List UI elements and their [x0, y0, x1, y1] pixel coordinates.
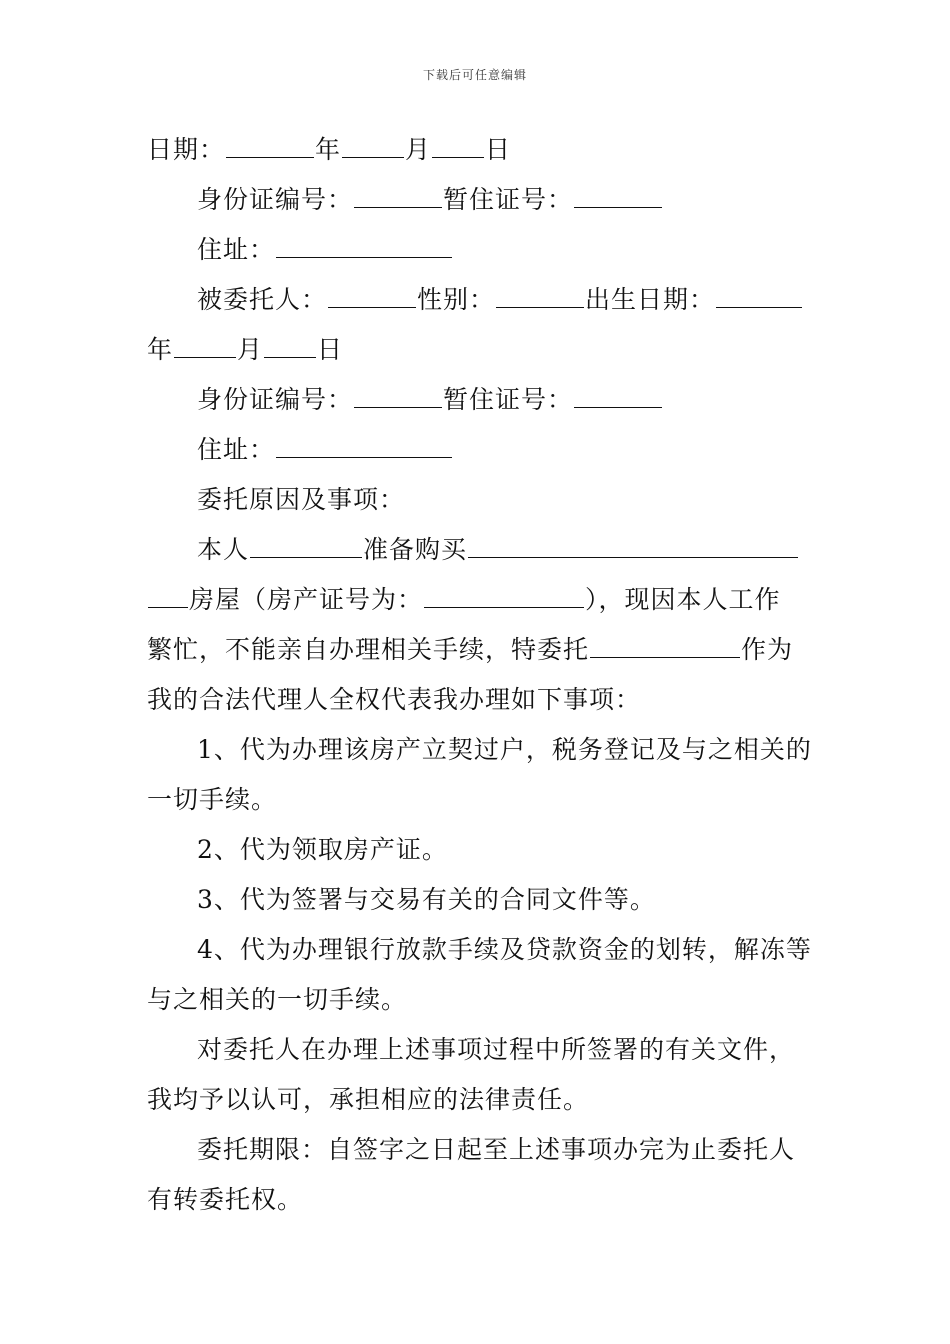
- date-line: [147, 135, 511, 165]
- text-segment: 房屋（房产证号为：: [189, 585, 424, 614]
- paragraph-line: [147, 635, 793, 665]
- item-3-line: 3、代为签署与交易有关的合同文件等。: [197, 885, 656, 914]
- ack-line: 对委托人在办理上述事项过程中所签署的有关文件，: [197, 1035, 796, 1064]
- reason-title: 委托原因及事项：: [197, 485, 406, 514]
- temp-id-label: 暂住证号：: [443, 385, 574, 414]
- term-line: 委托期限：自签字之日起至上述事项办完为止委托人: [197, 1135, 796, 1164]
- month-label: 月: [237, 335, 264, 364]
- address-label: 住址：: [197, 235, 276, 264]
- id-label: 身份证编号：: [197, 385, 354, 414]
- blank-field: [174, 335, 236, 358]
- text-segment: 繁忙，不能亲自办理相关手续，特委托: [147, 635, 590, 664]
- term-cont: 有转委托权。: [147, 1185, 304, 1214]
- month-label: 月: [405, 135, 432, 164]
- address-label: 住址：: [197, 435, 276, 464]
- blank-field: [574, 385, 662, 408]
- year-label: 年: [315, 135, 342, 164]
- temp-id-label: 暂住证号：: [443, 185, 574, 214]
- ack-cont: 我均予以认可，承担相应的法律责任。: [147, 1085, 590, 1114]
- blank-field: [354, 385, 442, 408]
- blank-field: [342, 135, 404, 158]
- paragraph-line: 我的合法代理人全权代表我办理如下事项：: [147, 685, 642, 714]
- id-label: 身份证编号：: [197, 185, 354, 214]
- blank-field: [148, 585, 188, 608]
- day-label: 日: [485, 135, 512, 164]
- item-4-line: 4、代为办理银行放款手续及贷款资金的划转，解冻等: [197, 935, 812, 964]
- blank-field: [226, 135, 314, 158]
- item-1-line: 1、代为办理该房产立契过户，税务登记及与之相关的: [197, 735, 812, 764]
- text-segment: 作为: [741, 635, 794, 664]
- blank-field: [496, 285, 584, 308]
- blank-field: [574, 185, 662, 208]
- id-line: [197, 185, 663, 215]
- blank-field: [468, 535, 798, 558]
- agent-label: 被委托人：: [197, 285, 328, 314]
- agent-line: [197, 285, 803, 315]
- item-4-cont: 与之相关的一切手续。: [147, 985, 408, 1014]
- item-1-cont: 一切手续。: [147, 785, 278, 814]
- address-line: [197, 235, 453, 265]
- id-line-2: [197, 385, 663, 415]
- gender-label: 性别：: [417, 285, 496, 314]
- blank-field: [354, 185, 442, 208]
- paragraph-line: [197, 535, 799, 565]
- blank-field: [264, 335, 316, 358]
- birth-date-line: [147, 335, 343, 365]
- text-segment: ），现因本人工作: [585, 585, 781, 614]
- day-label: 日: [317, 335, 344, 364]
- blank-field: [716, 285, 802, 308]
- blank-field: [424, 585, 584, 608]
- item-2-line: 2、代为领取房产证。: [197, 835, 448, 864]
- blank-field: [276, 435, 452, 458]
- blank-field: [276, 235, 452, 258]
- birth-label: 出生日期：: [585, 285, 716, 314]
- page-header: 下载后可任意编辑: [422, 68, 527, 82]
- blank-field: [432, 135, 484, 158]
- blank-field: [590, 635, 740, 658]
- text-segment: 准备购买: [363, 535, 468, 564]
- text-segment: 本人: [197, 535, 250, 564]
- blank-field: [250, 535, 362, 558]
- paragraph-line: [147, 585, 781, 615]
- date-label: 日期：: [147, 135, 226, 164]
- blank-field: [328, 285, 416, 308]
- address-line-2: [197, 435, 453, 465]
- year-label: 年: [147, 335, 174, 364]
